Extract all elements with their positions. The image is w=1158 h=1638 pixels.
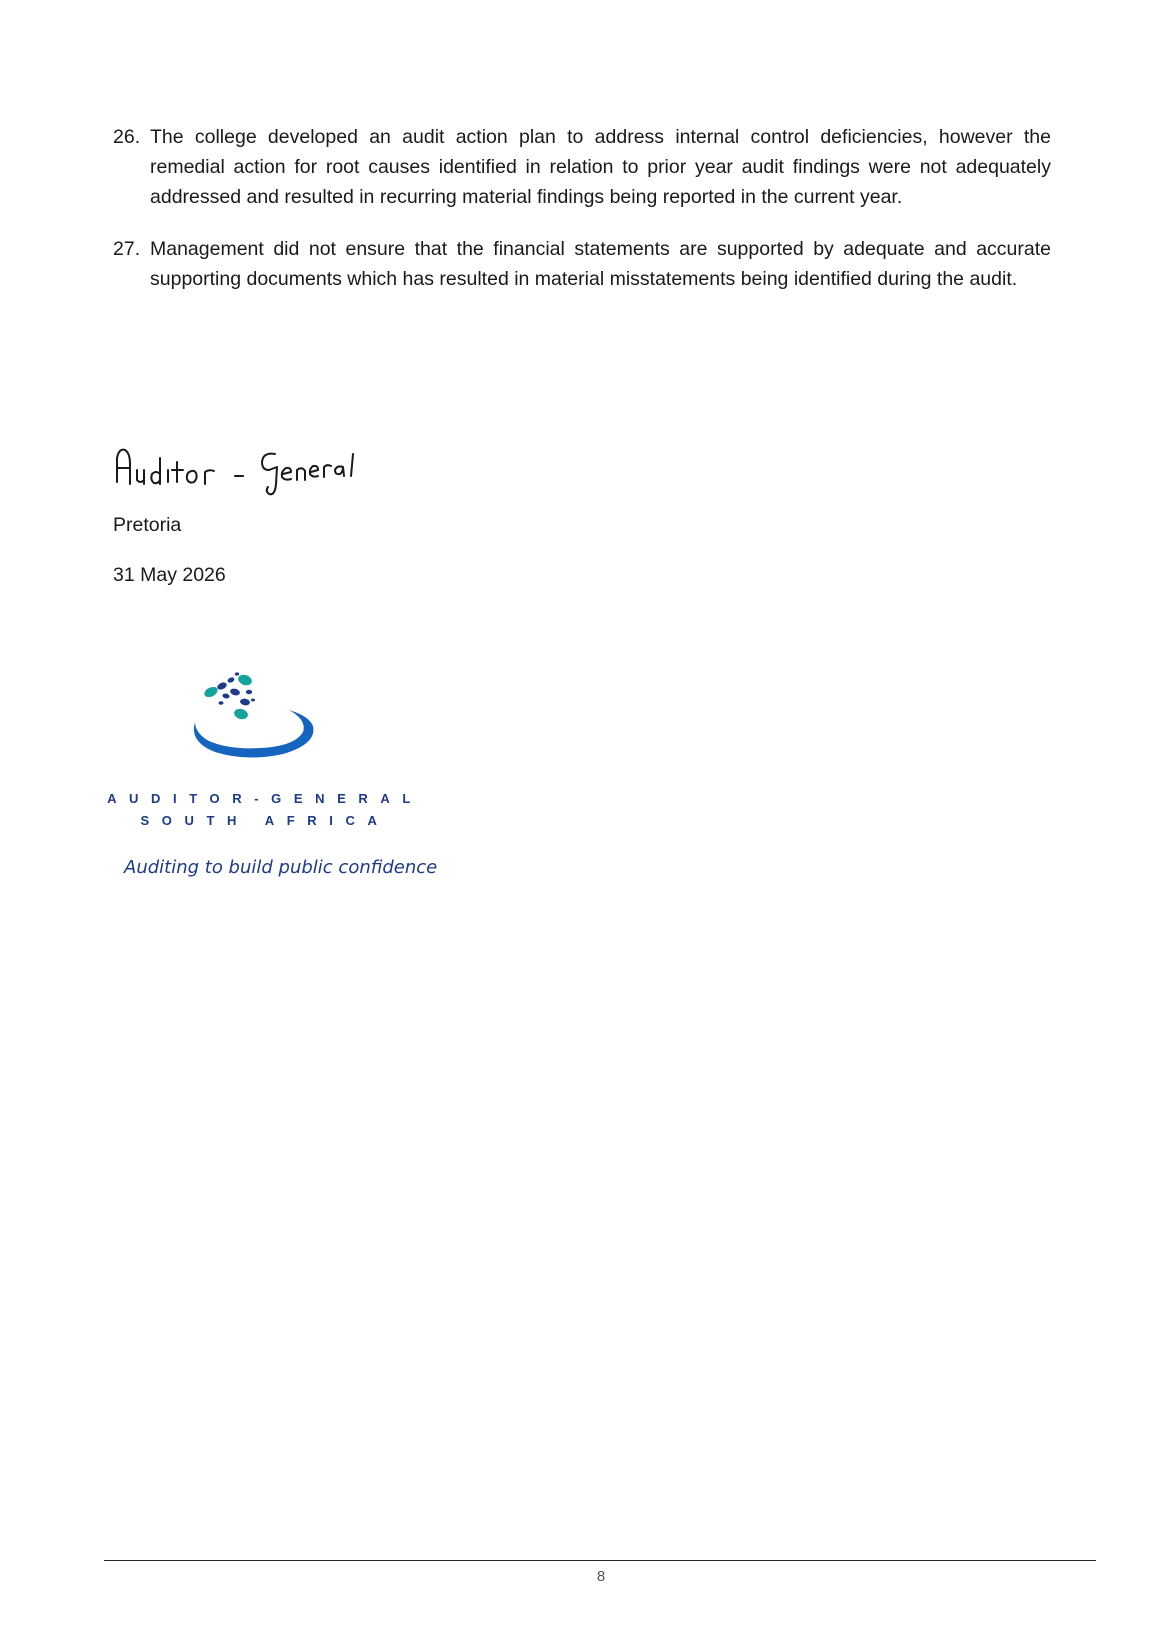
logo-tagline: Auditing to build public confidence [124, 857, 438, 878]
signature-place: Pretoria [113, 514, 182, 536]
finding-item [113, 122, 1051, 212]
page-number: 8 [596, 1568, 606, 1585]
finding-text: The college developed an audit action plan to address internal control deficiencies, however the remedial action for root causes identified in relation to prior year audit findings were not adequately addressed and resulted in recurring material findings being reported in the current year. [150, 126, 1051, 208]
footer-divider [104, 1560, 1096, 1561]
logo-name-line2: SOUTH AFRICA [140, 813, 390, 828]
logo-name-line1: AUDITOR-GENERAL [107, 791, 423, 806]
finding-number: 26. [113, 126, 141, 148]
finding-number: 27. [113, 238, 141, 260]
finding-text: Management did not ensure that the financial statements are supported by adequate and accurate supporting documents which has resulted in material misstatements being identified during the audit. [150, 238, 1051, 290]
handwritten-signature [113, 440, 413, 500]
finding-item [113, 234, 1051, 294]
auditor-general-logo [185, 670, 335, 770]
logo-wordmark [100, 788, 430, 832]
signature-date: 31 May 2026 [113, 564, 226, 586]
findings-list [113, 122, 1051, 316]
